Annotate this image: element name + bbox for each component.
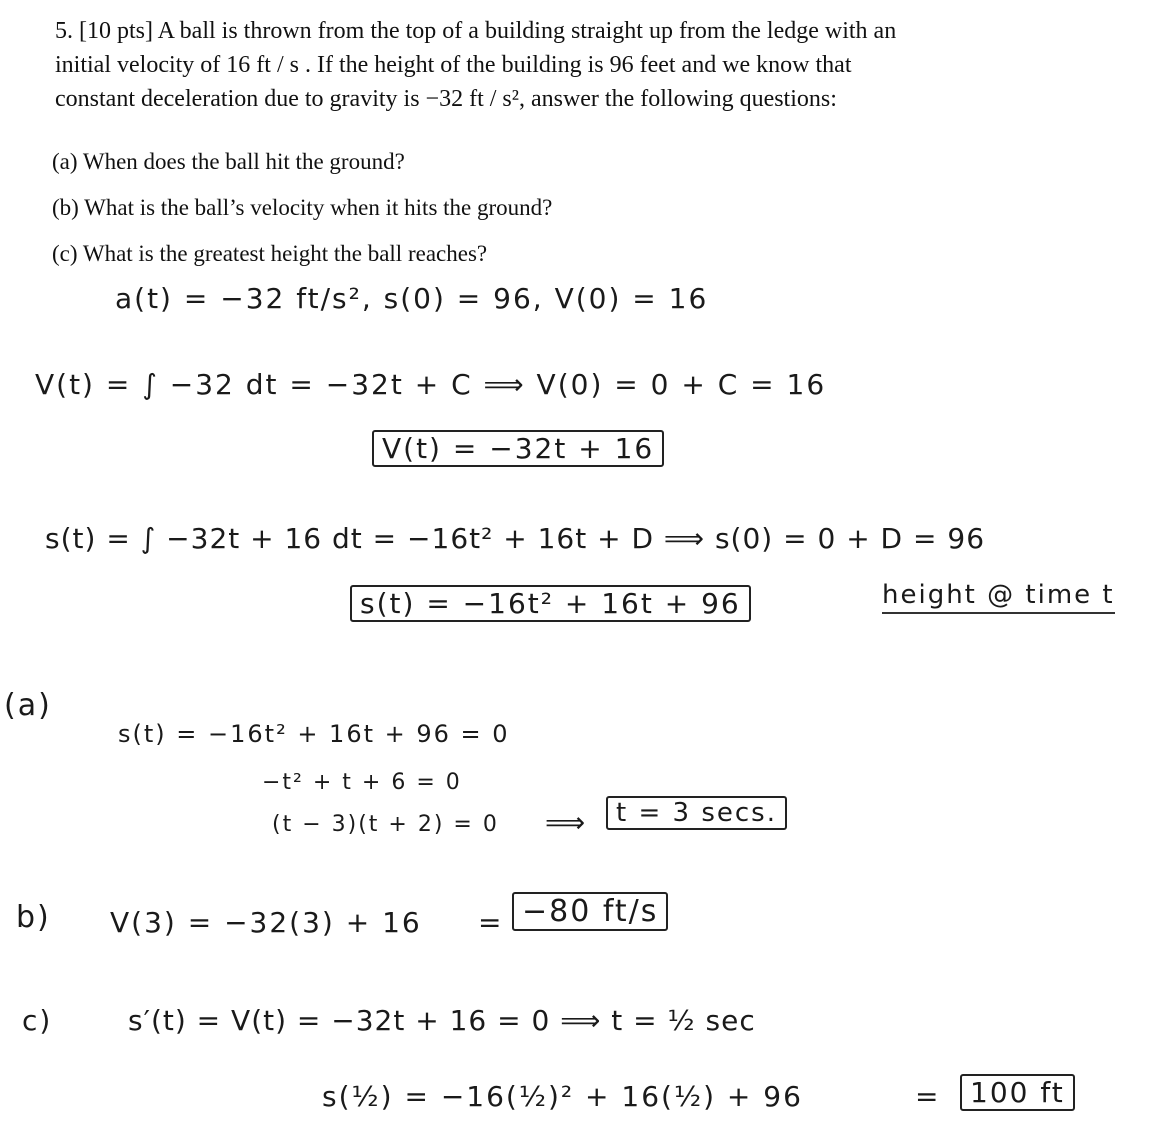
problem-line-1: 5. [10 pts] A ball is thrown from the top of a building straight up from the ledge with an <box>55 18 897 44</box>
given-values: a(t) = −32 ft/s², s(0) = 96, V(0) = 16 <box>115 282 709 315</box>
question-a: (a) When does the ball hit the ground? <box>52 149 405 174</box>
question-b: (b) What is the ball’s velocity when it hits the ground? <box>52 195 553 220</box>
position-note: height @ time t <box>882 580 1115 614</box>
part-b-label: b) <box>16 900 51 935</box>
part-c-equals: = <box>915 1080 941 1113</box>
position-integral: s(t) = ∫ −32t + 16 dt = −16t² + 16t + D ⟹ s(0) = 0 + D = 96 <box>45 522 986 555</box>
part-c-line-2: s(½) = −16(½)² + 16(½) + 96 <box>322 1080 803 1113</box>
part-b-equals: = <box>478 906 504 939</box>
question-list <box>52 146 552 284</box>
part-a-line-2: −t² + t + 6 = 0 <box>262 770 462 795</box>
part-b-work: V(3) = −32(3) + 16 <box>110 906 422 939</box>
velocity-integral: V(t) = ∫ −32 dt = −32t + C ⟹ V(0) = 0 + C = 16 <box>35 368 827 401</box>
part-c-label: c) <box>22 1004 53 1037</box>
position-result-box: s(t) = −16t² + 16t + 96 <box>350 585 751 622</box>
problem-line-3: constant deceleration due to gravity is −32 ft / s², answer the following questions: <box>55 86 837 112</box>
part-c-answer-box: 100 ft <box>960 1074 1075 1111</box>
question-c: (c) What is the greatest height the ball reaches? <box>52 241 488 266</box>
part-a-line-3: (t − 3)(t + 2) = 0 <box>272 812 499 837</box>
part-a-answer-box: t = 3 secs. <box>606 796 787 830</box>
part-a-arrow: ⟹ <box>545 806 588 839</box>
problem-line-2: initial velocity of 16 ft / s . If the height of the building is 96 feet and we know that <box>55 52 852 78</box>
part-a-label: (a) <box>4 688 52 723</box>
velocity-result-box: V(t) = −32t + 16 <box>372 430 664 467</box>
part-c-work: s′(t) = V(t) = −32t + 16 = 0 ⟹ t = ½ sec <box>128 1004 756 1037</box>
part-a-line-1: s(t) = −16t² + 16t + 96 = 0 <box>118 720 510 748</box>
problem-statement <box>55 14 1135 116</box>
part-b-answer-box: −80 ft/s <box>512 892 668 931</box>
